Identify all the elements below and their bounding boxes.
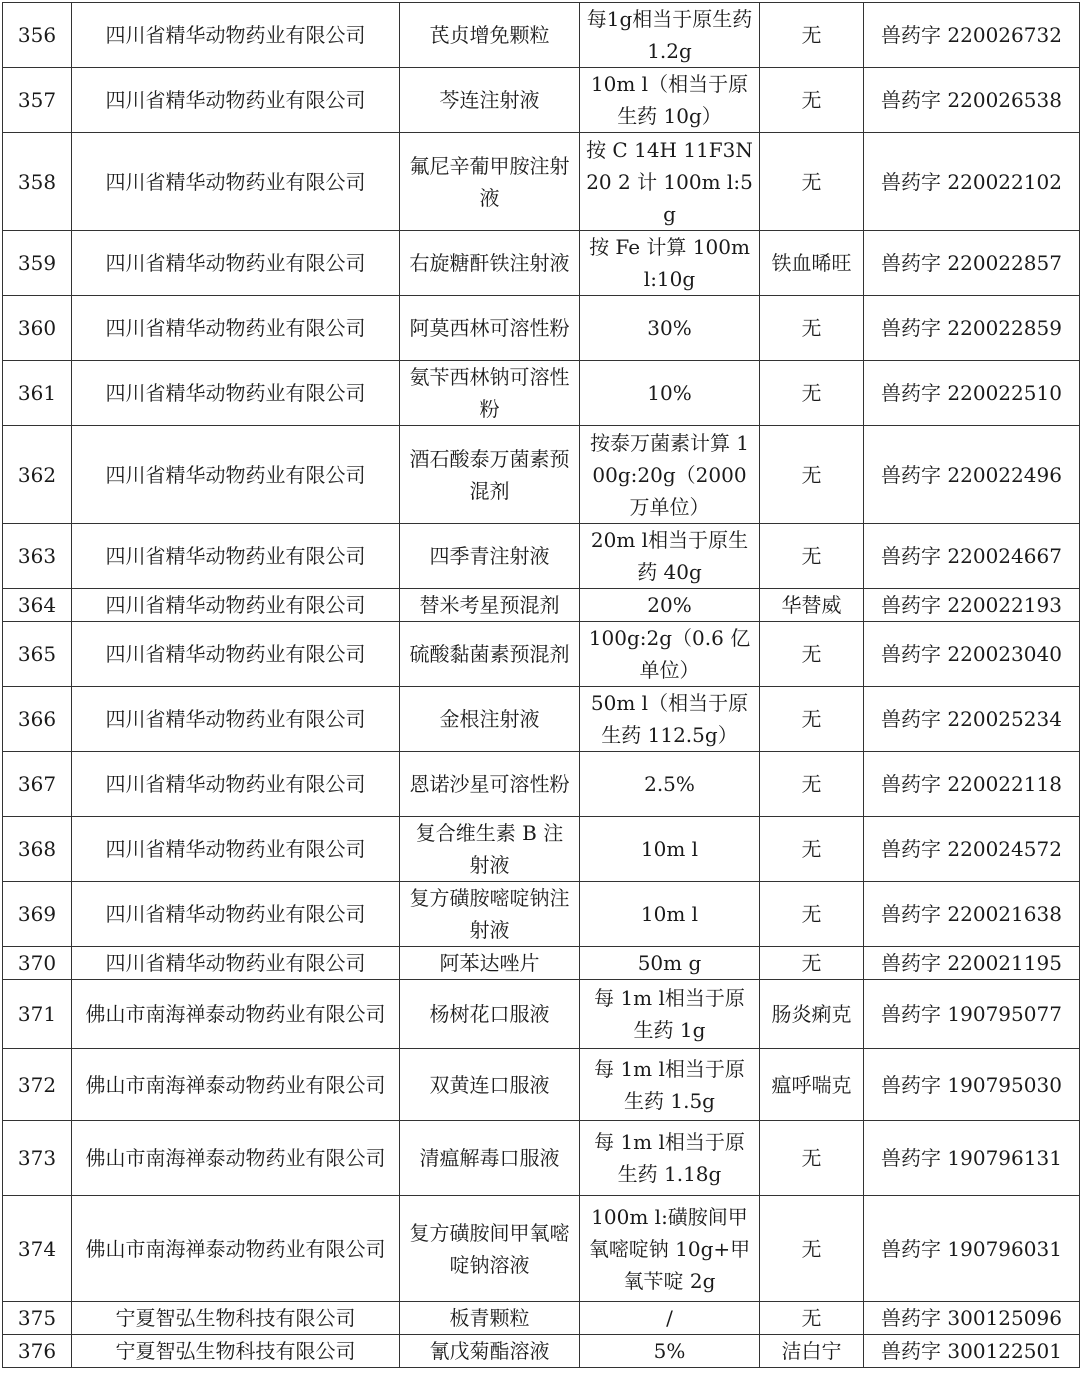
trade-name-cell: 无 <box>760 687 864 752</box>
company-cell: 四川省精华动物药业有限公司 <box>72 231 400 296</box>
company-cell: 四川省精华动物药业有限公司 <box>72 361 400 426</box>
table-row <box>3 1121 1080 1196</box>
row-number-cell: 366 <box>3 687 72 752</box>
company-cell: 四川省精华动物药业有限公司 <box>72 3 400 68</box>
approval-number-cell: 兽药字 220026732 <box>864 3 1080 68</box>
product-name-cell: 氟尼辛葡甲胺注射液 <box>400 133 580 231</box>
approval-number-cell: 兽药字 220026538 <box>864 68 1080 133</box>
product-name-cell: 恩诺沙星可溶性粉 <box>400 752 580 817</box>
approval-number-cell: 兽药字 190796031 <box>864 1196 1080 1302</box>
product-name-cell: 氨苄西林钠可溶性粉 <box>400 361 580 426</box>
trade-name-cell: 无 <box>760 524 864 589</box>
product-name-cell: 阿苯达唑片 <box>400 947 580 980</box>
table-row <box>3 133 1080 231</box>
specification-cell: 每1g相当于原生药 1.2g <box>580 3 760 68</box>
table-row <box>3 687 1080 752</box>
company-cell: 四川省精华动物药业有限公司 <box>72 296 400 361</box>
row-number-cell: 358 <box>3 133 72 231</box>
company-cell: 四川省精华动物药业有限公司 <box>72 882 400 947</box>
table-body <box>3 3 1080 1368</box>
product-name-cell: 芪贞增免颗粒 <box>400 3 580 68</box>
table-row <box>3 68 1080 133</box>
approval-number-cell: 兽药字 190795030 <box>864 1049 1080 1121</box>
product-name-cell: 清瘟解毒口服液 <box>400 1121 580 1196</box>
approval-number-cell: 兽药字 300125096 <box>864 1302 1080 1335</box>
trade-name-cell: 无 <box>760 1302 864 1335</box>
company-cell: 四川省精华动物药业有限公司 <box>72 687 400 752</box>
row-number-cell: 374 <box>3 1196 72 1302</box>
trade-name-cell: 无 <box>760 947 864 980</box>
company-cell: 佛山市南海禅泰动物药业有限公司 <box>72 1196 400 1302</box>
specification-cell: 10% <box>580 361 760 426</box>
product-name-cell: 替米考星预混剂 <box>400 589 580 622</box>
trade-name-cell: 无 <box>760 882 864 947</box>
row-number-cell: 364 <box>3 589 72 622</box>
trade-name-cell: 华替威 <box>760 589 864 622</box>
company-cell: 四川省精华动物药业有限公司 <box>72 752 400 817</box>
row-number-cell: 356 <box>3 3 72 68</box>
row-number-cell: 375 <box>3 1302 72 1335</box>
company-cell: 佛山市南海禅泰动物药业有限公司 <box>72 1121 400 1196</box>
row-number-cell: 361 <box>3 361 72 426</box>
row-number-cell: 373 <box>3 1121 72 1196</box>
approval-number-cell: 兽药字 220022510 <box>864 361 1080 426</box>
row-number-cell: 369 <box>3 882 72 947</box>
table-row <box>3 980 1080 1049</box>
specification-cell: 按 Fe 计算 100m l:10g <box>580 231 760 296</box>
specification-cell: 2.5% <box>580 752 760 817</box>
company-cell: 宁夏智弘生物科技有限公司 <box>72 1335 400 1368</box>
approval-number-cell: 兽药字 220021638 <box>864 882 1080 947</box>
company-cell: 佛山市南海禅泰动物药业有限公司 <box>72 980 400 1049</box>
row-number-cell: 365 <box>3 622 72 687</box>
specification-cell: 50m g <box>580 947 760 980</box>
trade-name-cell: 无 <box>760 426 864 524</box>
table-row <box>3 231 1080 296</box>
product-name-cell: 硫酸黏菌素预混剂 <box>400 622 580 687</box>
trade-name-cell: 铁血晞旺 <box>760 231 864 296</box>
approval-number-cell: 兽药字 220022193 <box>864 589 1080 622</box>
table-row <box>3 361 1080 426</box>
specification-cell: 5% <box>580 1335 760 1368</box>
table-row <box>3 622 1080 687</box>
approval-number-cell: 兽药字 190796131 <box>864 1121 1080 1196</box>
trade-name-cell: 无 <box>760 296 864 361</box>
product-name-cell: 酒石酸泰万菌素预混剂 <box>400 426 580 524</box>
row-number-cell: 359 <box>3 231 72 296</box>
approval-number-cell: 兽药字 220022857 <box>864 231 1080 296</box>
product-name-cell: 氰戊菊酯溶液 <box>400 1335 580 1368</box>
trade-name-cell: 无 <box>760 68 864 133</box>
company-cell: 四川省精华动物药业有限公司 <box>72 817 400 882</box>
row-number-cell: 371 <box>3 980 72 1049</box>
table-row <box>3 1196 1080 1302</box>
trade-name-cell: 无 <box>760 133 864 231</box>
company-cell: 四川省精华动物药业有限公司 <box>72 947 400 980</box>
company-cell: 宁夏智弘生物科技有限公司 <box>72 1302 400 1335</box>
specification-cell: 10m l <box>580 817 760 882</box>
approval-number-cell: 兽药字 220021195 <box>864 947 1080 980</box>
row-number-cell: 367 <box>3 752 72 817</box>
approval-number-cell: 兽药字 220022496 <box>864 426 1080 524</box>
approval-number-cell: 兽药字 190795077 <box>864 980 1080 1049</box>
product-name-cell: 右旋糖酐铁注射液 <box>400 231 580 296</box>
company-cell: 四川省精华动物药业有限公司 <box>72 589 400 622</box>
company-cell: 佛山市南海禅泰动物药业有限公司 <box>72 1049 400 1121</box>
approval-number-cell: 兽药字 220022859 <box>864 296 1080 361</box>
specification-cell: 按 C 14H 11F3N 20 2 计 100m l:5g <box>580 133 760 231</box>
company-cell: 四川省精华动物药业有限公司 <box>72 524 400 589</box>
specification-cell: 10m l（相当于原生药 10g） <box>580 68 760 133</box>
specification-cell: 50m l（相当于原生药 112.5g） <box>580 687 760 752</box>
table-row <box>3 1302 1080 1335</box>
row-number-cell: 376 <box>3 1335 72 1368</box>
company-cell: 四川省精华动物药业有限公司 <box>72 426 400 524</box>
specification-cell: 30% <box>580 296 760 361</box>
product-name-cell: 复合维生素 B 注射液 <box>400 817 580 882</box>
approval-number-cell: 兽药字 220023040 <box>864 622 1080 687</box>
table-row <box>3 947 1080 980</box>
specification-cell: 100m l:磺胺间甲氧嘧啶钠 10g+甲氧苄啶 2g <box>580 1196 760 1302</box>
product-name-cell: 芩连注射液 <box>400 68 580 133</box>
table-row <box>3 752 1080 817</box>
table-row <box>3 817 1080 882</box>
specification-cell: 10m l <box>580 882 760 947</box>
trade-name-cell: 无 <box>760 622 864 687</box>
product-name-cell: 四季青注射液 <box>400 524 580 589</box>
specification-cell: 100g:2g（0.6 亿单位） <box>580 622 760 687</box>
approval-number-cell: 兽药字 220022102 <box>864 133 1080 231</box>
product-name-cell: 复方磺胺间甲氧嘧啶钠溶液 <box>400 1196 580 1302</box>
row-number-cell: 360 <box>3 296 72 361</box>
row-number-cell: 368 <box>3 817 72 882</box>
table-row <box>3 882 1080 947</box>
specification-cell: 每 1m l相当于原生药 1.5g <box>580 1049 760 1121</box>
company-cell: 四川省精华动物药业有限公司 <box>72 622 400 687</box>
product-name-cell: 金根注射液 <box>400 687 580 752</box>
approval-number-cell: 兽药字 300122501 <box>864 1335 1080 1368</box>
trade-name-cell: 无 <box>760 817 864 882</box>
approval-number-cell: 兽药字 220022118 <box>864 752 1080 817</box>
approval-number-cell: 兽药字 220024667 <box>864 524 1080 589</box>
trade-name-cell: 无 <box>760 752 864 817</box>
specification-cell: 20% <box>580 589 760 622</box>
trade-name-cell: 瘟呼喘克 <box>760 1049 864 1121</box>
row-number-cell: 357 <box>3 68 72 133</box>
company-cell: 四川省精华动物药业有限公司 <box>72 133 400 231</box>
specification-cell: 20m l相当于原生药 40g <box>580 524 760 589</box>
product-name-cell: 复方磺胺嘧啶钠注射液 <box>400 882 580 947</box>
trade-name-cell: 肠炎痢克 <box>760 980 864 1049</box>
table-row <box>3 524 1080 589</box>
trade-name-cell: 无 <box>760 3 864 68</box>
approval-number-cell: 兽药字 220024572 <box>864 817 1080 882</box>
product-name-cell: 板青颗粒 <box>400 1302 580 1335</box>
trade-name-cell: 洁白宁 <box>760 1335 864 1368</box>
table-row <box>3 296 1080 361</box>
company-cell: 四川省精华动物药业有限公司 <box>72 68 400 133</box>
specification-cell: 每 1m l相当于原生药 1g <box>580 980 760 1049</box>
product-name-cell: 杨树花口服液 <box>400 980 580 1049</box>
drug-approval-table <box>2 2 1080 1368</box>
table-row <box>3 1049 1080 1121</box>
approval-number-cell: 兽药字 220025234 <box>864 687 1080 752</box>
product-name-cell: 阿莫西林可溶性粉 <box>400 296 580 361</box>
specification-cell: 每 1m l相当于原生药 1.18g <box>580 1121 760 1196</box>
product-name-cell: 双黄连口服液 <box>400 1049 580 1121</box>
row-number-cell: 370 <box>3 947 72 980</box>
row-number-cell: 372 <box>3 1049 72 1121</box>
table-row <box>3 589 1080 622</box>
trade-name-cell: 无 <box>760 361 864 426</box>
trade-name-cell: 无 <box>760 1196 864 1302</box>
table-row <box>3 426 1080 524</box>
table-row <box>3 1335 1080 1368</box>
table-row <box>3 3 1080 68</box>
specification-cell: 按泰万菌素计算 100g:20g（2000 万单位） <box>580 426 760 524</box>
specification-cell: / <box>580 1302 760 1335</box>
trade-name-cell: 无 <box>760 1121 864 1196</box>
row-number-cell: 362 <box>3 426 72 524</box>
row-number-cell: 363 <box>3 524 72 589</box>
